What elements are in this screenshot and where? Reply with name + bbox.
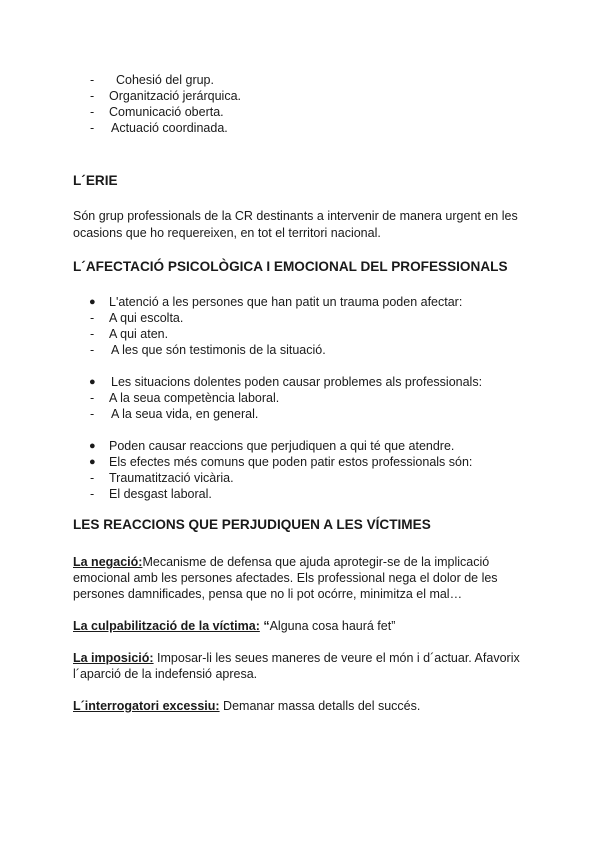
- culpa-line: [73, 618, 395, 634]
- afectacio-sub-6: Traumatització vicària.: [109, 471, 234, 485]
- interrogatori-text: Demanar massa detalls del succés.: [219, 699, 421, 713]
- list-dash: -: [90, 73, 95, 87]
- afectacio-sub-4: A la seua competència laboral.: [109, 391, 280, 405]
- term-negacio: La negació:: [73, 555, 143, 569]
- heading-erie: L´ERIE: [73, 173, 118, 188]
- bullet-icon: ●: [89, 456, 96, 468]
- term-culpabilitzacio: La culpabilització de la víctima:: [73, 619, 260, 633]
- culpa-text: Alguna cosa haurá fet”: [269, 619, 396, 633]
- bullet-icon: ●: [89, 376, 96, 388]
- term-interrogatori: L´interrogatori excessiu:: [73, 699, 220, 713]
- list-dash: -: [90, 343, 95, 357]
- term-imposicio: La imposició:: [73, 651, 154, 665]
- afectacio-sub-3: A les que són testimonis de la situació.: [111, 343, 326, 357]
- imposicio-text-1: Imposar-li les seues maneres de veure el món i d´actuar. Afavorix: [153, 651, 520, 665]
- heading-reaccions: LES REACCIONS QUE PERJUDIQUEN A LES VÍCTIMES: [73, 517, 431, 532]
- afectacio-bullet-1: L'atenció a les persones que han patit un trauma poden afectar:: [109, 295, 463, 309]
- list-dash: -: [90, 89, 95, 103]
- imposicio-line-1: [73, 650, 520, 666]
- negacio-text-1: Mecanisme de defensa que ajuda aprotegir-se de la implicació: [142, 555, 490, 569]
- negacio-line-3: persones damnificades, pensa que no li pot ocórre, minimitza el mal…: [73, 587, 463, 601]
- list-dash: -: [90, 407, 95, 421]
- list-dash: -: [90, 391, 95, 405]
- list-item-organitzacio: Organització jerárquica.: [109, 89, 242, 103]
- list-dash: -: [90, 105, 95, 119]
- negacio-line-1: [73, 554, 489, 570]
- afectacio-sub-2: A qui aten.: [109, 327, 169, 341]
- erie-text-line-1: Són grup professionals de la CR destinants a intervenir de manera urgent en les: [73, 209, 518, 223]
- negacio-line-2: emocional amb les persones afectades. Els professional nega el dolor de les: [73, 571, 498, 585]
- afectacio-bullet-2: Les situacions dolentes poden causar problemes als professionals:: [111, 375, 483, 389]
- list-item-cohesio: Cohesió del grup.: [116, 73, 214, 87]
- list-item-comunicacio: Comunicació oberta.: [109, 105, 224, 119]
- imposicio-line-2: l´aparció de la indefensió apresa.: [73, 667, 258, 681]
- list-dash: -: [90, 327, 95, 341]
- afectacio-sub-7: El desgast laboral.: [109, 487, 212, 501]
- list-item-actuacio: Actuació coordinada.: [111, 121, 228, 135]
- afectacio-sub-1: A qui escolta.: [109, 311, 184, 325]
- bullet-icon: ●: [89, 296, 96, 308]
- heading-afectacio: L´AFECTACIÓ PSICOLÒGICA I EMOCIONAL DEL PROFESSIONALS: [73, 259, 508, 274]
- afectacio-sub-5: A la seua vida, en general.: [111, 407, 259, 421]
- culpa-quote-open: “: [259, 619, 270, 633]
- list-dash: -: [90, 471, 95, 485]
- list-dash: -: [90, 311, 95, 325]
- bullet-icon: ●: [89, 440, 96, 452]
- afectacio-bullet-4: Els efectes més comuns que poden patir estos professionals són:: [109, 455, 473, 469]
- list-dash: -: [90, 487, 95, 501]
- interrogatori-line: [73, 698, 420, 714]
- list-dash: -: [90, 121, 95, 135]
- afectacio-bullet-3: Poden causar reaccions que perjudiquen a qui té que atendre.: [109, 439, 455, 453]
- erie-text-line-2: ocasions que ho requereixen, en tot el territori nacional.: [73, 226, 381, 240]
